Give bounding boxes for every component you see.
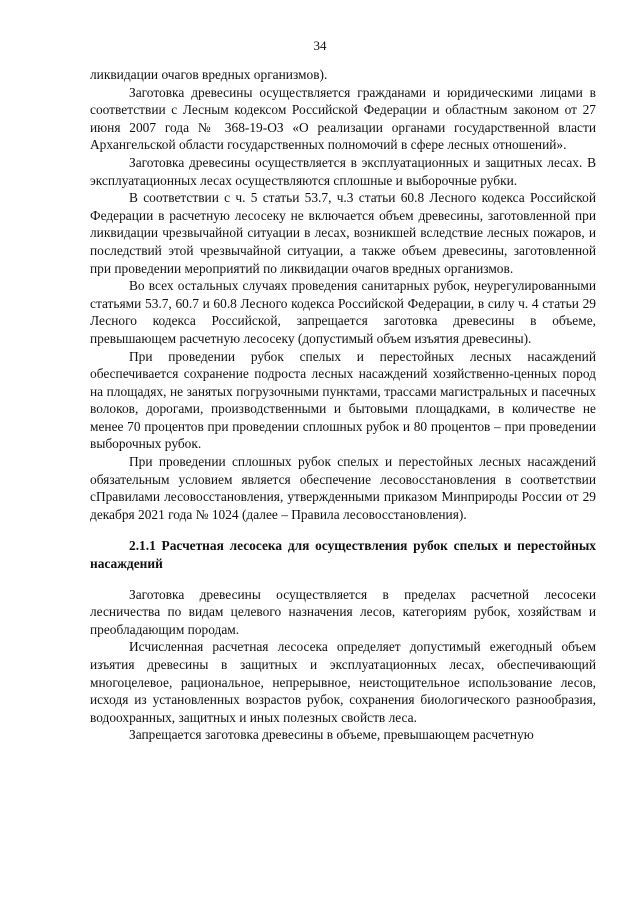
paragraph-undergrowth-preservation: При проведении рубок спелых и перестойных лесных насаждений обеспечивается сохранение подроста лесных насаждений хозяйственно-ценных пород на площадях, не занятых погрузочными пунктами, трассами магистральных и пасечных волоков, дорогами, производственными и бытовыми площадками, в количестве не менее 70 процентов при проведении сплошных рубок и 80 процентов – при проведении выборочных рубок. bbox=[90, 348, 596, 452]
paragraph-calculated-cutting-exclusions: В соответствии с ч. 5 статьи 53.7, ч.3 статьи 60.8 Лесного кодекса Российской Федерации в расчетную лесосеку не включается объем древесины, заготовленной при ликвидации чрезвычайной ситуации в лесах, возникшей вследствие лесных пожаров, и последствий этой чрезвычайной ситуации, а также объем древесины, заготовленной при проведении мероприятий по ликвидации очагов вредных организмов. bbox=[90, 190, 596, 276]
paragraph-legal-basis: Заготовка древесины осуществляется гражданами и юридическими лицами в соответствии с Лесным кодексом Российской Федерации и областным законом от 27 июня 2007 года № 368-19-ОЗ «О реализации органами государственной власти Архангельской области государственных полномочий в сфере лесных отношений». bbox=[90, 84, 596, 153]
paragraph-reforestation: При проведении сплошных рубок спелых и перестойных лесных насаждений обязательным условием является обеспечение лесовосстановления в соответствии сПравилами лесовосстановления, утвержденными приказом Минприроды России от 29 декабря 2021 года № 1024 (далее – Правила лесовосстановления). bbox=[90, 454, 596, 522]
document-body bbox=[90, 66, 596, 744]
paragraph-sanitary-cuttings: Во всех остальных случаях проведения санитарных рубок, неурегулированными статьями 53.7, 60.7 и 60.8 Лесного кодекса Российской Федерации, в силу ч. 4 статьи 29 Лесного кодекса Российской, запрещается заготовка древесины в объеме, превышающем расчетную лесосеку (допустимый объем изъятия древесины). bbox=[90, 278, 596, 346]
section-heading: 2.1.1 Расчетная лесосека для осуществления рубок спелых и перестойных насаждений bbox=[90, 538, 596, 572]
paragraph-continuation: ликвидации очагов вредных организмов). bbox=[90, 67, 328, 82]
paragraph-forest-types: Заготовка древесины осуществляется в эксплуатационных и защитных лесах. В эксплуатационных лесах осуществляются сплошные и выборочные рубки. bbox=[90, 154, 596, 188]
paragraph-prohibition: Запрещается заготовка древесины в объеме, превышающем расчетную bbox=[129, 727, 534, 743]
paragraph-harvest-limits: Заготовка древесины осуществляется в пределах расчетной лесосеки лесничества по видам целевого назначения лесов, категориям рубок, хозяйствам и преобладающим породам. bbox=[90, 586, 596, 637]
paragraph-allowable-volume: Исчисленная расчетная лесосека определяет допустимый ежегодный объем изъятия древесины в защитных и эксплуатационных лесах, обеспечивающий многоцелевое, рациональное, непрерывное, неистощительное использование лесов, исходя из установленных возрастов рубок, сохранения биологического разнообразия, водоохранных, защитных и иных полезных свойств леса. bbox=[90, 639, 596, 725]
page-number: 34 bbox=[313, 38, 327, 53]
